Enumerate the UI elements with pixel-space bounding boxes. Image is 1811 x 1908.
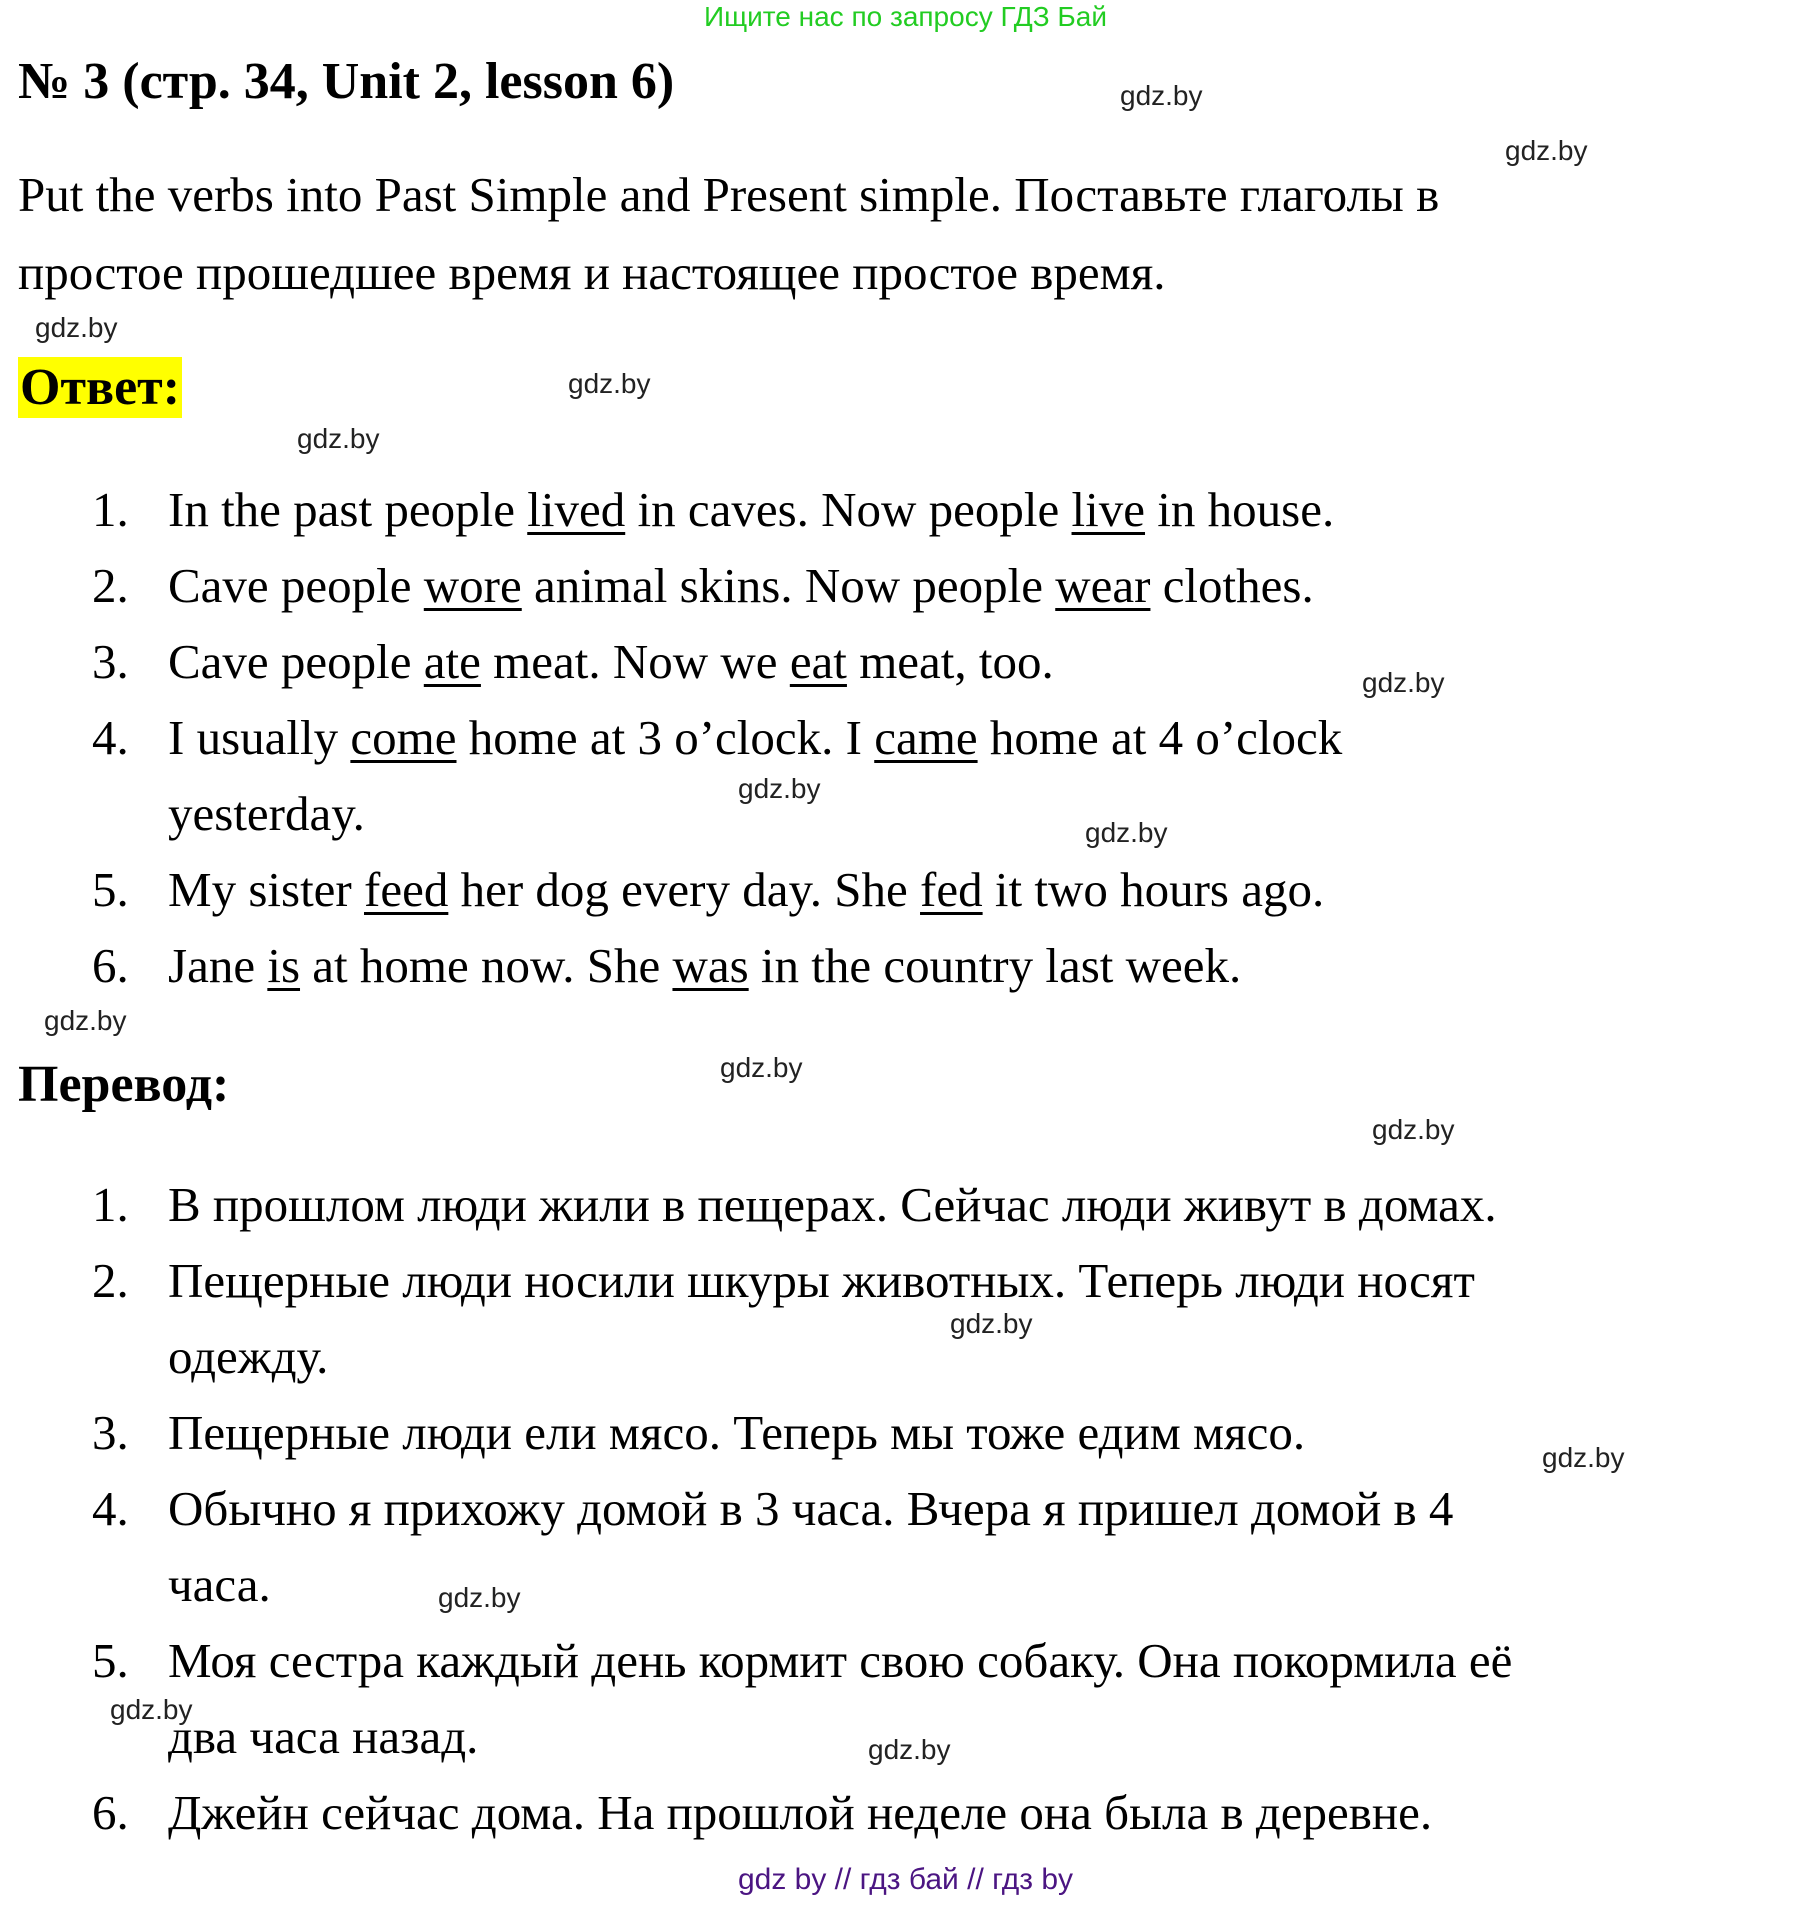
instruction-line-2: простое прошедшее время и настоящее простое время. <box>18 245 1166 300</box>
watermark: gdz.by <box>1120 80 1203 111</box>
search-banner: Ищите нас по запросу ГДЗ Бай <box>703 1 1108 32</box>
watermark: gdz.by <box>1542 1442 1625 1473</box>
watermark: gdz.by <box>950 1308 1033 1339</box>
footer-links: gdz by // гдз бай // гдз by <box>737 1863 1074 1896</box>
watermark: gdz.by <box>720 1052 803 1083</box>
translation-heading: Перевод: <box>18 1056 230 1113</box>
watermark: gdz.by <box>297 423 380 454</box>
watermark: gdz.by <box>44 1005 127 1036</box>
watermark: gdz.by <box>35 312 118 343</box>
watermark: gdz.by <box>1505 135 1588 166</box>
instruction-line-1: Put the verbs into Past Simple and Present simple. Поставьте глаголы в <box>18 167 1440 222</box>
watermark: gdz.by <box>1362 667 1445 698</box>
watermark: gdz.by <box>110 1694 193 1725</box>
answer-heading: Ответ: <box>20 359 181 416</box>
watermark: gdz.by <box>868 1734 951 1765</box>
watermark: gdz.by <box>568 368 651 399</box>
watermark: gdz.by <box>1372 1114 1455 1145</box>
watermark: gdz.by <box>438 1582 521 1613</box>
watermark: gdz.by <box>1085 817 1168 848</box>
page-title: № 3 (стр. 34, Unit 2, lesson 6) <box>18 53 675 110</box>
watermark: gdz.by <box>738 773 821 804</box>
